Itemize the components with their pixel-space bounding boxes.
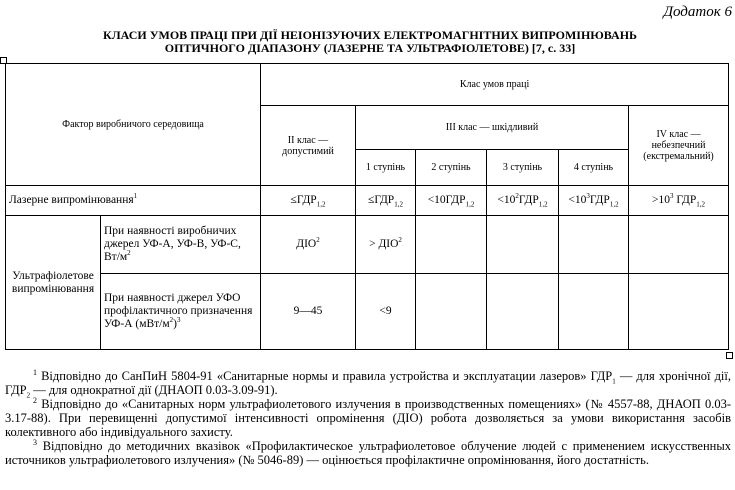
- footnote-1-text3: — для однократної дії (ДНАОП 0.03-3.09-91).: [30, 383, 278, 397]
- laser-degree4-value: <10: [568, 194, 587, 206]
- uv-row1-label-sup: 2: [127, 249, 131, 258]
- uv-label: Ультрафіолетове випромінювання: [6, 216, 101, 350]
- degree-3-header: 3 ступінь: [487, 150, 559, 186]
- uv-row2-degree3: [487, 274, 559, 350]
- uv-row2-footnote-mark: 3: [177, 316, 181, 325]
- factor-header: Фактор виробничого середовища: [6, 64, 261, 186]
- class-4-header: IV клас — небезпечний (екстремальний): [629, 106, 729, 186]
- footnote-1: [5, 367, 731, 400]
- degree-2-header: 2 ступінь: [416, 150, 487, 186]
- laser-degree1: [356, 186, 416, 216]
- conditions-table: [5, 63, 729, 350]
- laser-degree2: [416, 186, 487, 216]
- laser-degree1-sub: 1,2: [394, 200, 403, 209]
- footnote-1-sub2: 2: [26, 391, 31, 400]
- laser-degree4-sub: 1,2: [609, 200, 619, 209]
- uv-row1-class4: [629, 216, 729, 274]
- footnote-2: [5, 397, 731, 439]
- laser-footnote-mark: 1: [133, 192, 138, 201]
- laser-class4-value: >10: [652, 194, 671, 206]
- uv-row1-class2-value: ДІО: [296, 238, 317, 250]
- footnote-2-text: Відповідно до «Санитарных норм ультрафиолетового излучения в производственных помещениях» (№ 4557-88, ДНАОП 0.03-3.17-88). При перевищенні допустимої інтенсивності опромінення (ДІО) робота дозволяється за умови використання засобів колективного або індивідуального захисту.: [5, 397, 732, 439]
- laser-label: Лазерне випромінювання: [9, 194, 134, 206]
- laser-degree4: [559, 186, 629, 216]
- laser-label-cell: [6, 186, 261, 216]
- uv-row1-degree2: [416, 216, 487, 274]
- uv-row1-degree1-sup: 2: [398, 236, 402, 245]
- title-line-1: КЛАСИ УМОВ ПРАЦІ ПРИ ДІЇ НЕІОНІЗУЮЧИХ ЕЛЕКТРОМАГНІТНИХ ВИПРОМІНЮВАНЬ: [103, 28, 637, 42]
- laser-degree2-value: <10ГДР: [427, 194, 466, 206]
- addendum-label: Додаток 6: [663, 4, 732, 20]
- footnote-3: [5, 439, 731, 467]
- uv-row1-label: [101, 216, 261, 274]
- footnote-1-text: Відповідно до СанПиН 5804-91 «Санитарные нормы и правила устройства и эксплуатации лазеров» ГДР: [41, 369, 613, 383]
- class-3-header: III клас — шкідливий: [356, 106, 629, 150]
- uv-row1-degree1-value: > ДІО: [369, 238, 399, 250]
- footnote-3-number: 3: [33, 437, 37, 447]
- uv-row1-degree1: [356, 216, 416, 274]
- laser-class4-exp: 3: [670, 192, 674, 201]
- laser-class2-value: ≤ГДР: [290, 194, 317, 206]
- uv-row2-label-end: ): [173, 318, 178, 330]
- uv-row2-class2: 9—45: [261, 274, 356, 350]
- classes-header: Клас умов праці: [261, 64, 729, 106]
- laser-degree3-exp: 2: [515, 192, 519, 201]
- uv-row2-degree4: [559, 274, 629, 350]
- footnotes: [5, 369, 731, 467]
- laser-degree4-exp: 3: [586, 192, 590, 201]
- laser-degree3-unit: ГДР: [518, 194, 539, 206]
- uv-row1-degree3: [487, 216, 559, 274]
- degree-4-header: 4 ступінь: [559, 150, 629, 186]
- laser-degree4-unit: ГДР: [589, 194, 610, 206]
- degree-1-header: 1 ступінь: [356, 150, 416, 186]
- laser-class4: [629, 186, 729, 216]
- uv-row1-label-text: При наявності виробничих джерел УФ-А, УФ-В, УФ-С, Вт/м: [104, 225, 241, 263]
- laser-degree2-sub: 1,2: [465, 200, 475, 209]
- footnote-1-number: 1: [33, 367, 37, 377]
- laser-class2-sub: 1,2: [316, 200, 326, 209]
- laser-degree3-sub: 1,2: [538, 200, 548, 209]
- uv-row2-label-text: При наявності джерел УФО профілактичного призначення УФ-А (мВт/м: [104, 292, 253, 330]
- laser-class4-unit: ГДР: [673, 194, 697, 206]
- uv-row2-label-sup: 2: [169, 316, 174, 325]
- footnote-1-sub1: 1: [612, 377, 616, 386]
- footnote-2-number: 2: [33, 395, 37, 405]
- uv-row2-degree2: [416, 274, 487, 350]
- uv-row2-degree1: <9: [356, 274, 416, 350]
- uv-row2-class4: [629, 274, 729, 350]
- uv-row1-degree4: [559, 216, 629, 274]
- uv-row2-label: [101, 274, 261, 350]
- document-title: [40, 29, 700, 55]
- laser-degree3-value: <10: [497, 194, 516, 206]
- laser-degree3: [487, 186, 559, 216]
- class-2-header: II клас — допустимий: [261, 106, 356, 186]
- laser-degree1-value: ≤ГДР: [368, 194, 395, 206]
- uv-row1-class2: [261, 216, 356, 274]
- table-resize-handle[interactable]: [726, 352, 733, 359]
- laser-class2: [261, 186, 356, 216]
- footnote-1-text2: — для хронічної дії, ГДР: [5, 369, 731, 397]
- uv-row1-class2-sup: 2: [316, 236, 320, 245]
- footnote-3-text: Відповідно до методичних вказівок «Профилактическое ультрафиолетовое облучение людей с применением искусственных источников ультрафиолетового излучения» (№ 5046-89) — оцінюється профілактичне опромінювання, його достатність.: [5, 439, 731, 467]
- laser-class4-sub: 1,2: [696, 200, 706, 209]
- title-line-2: ОПТИЧНОГО ДІАПАЗОНУ (ЛАЗЕРНЕ ТА УЛЬТРАФІОЛЕТОВЕ) [7, с. 33]: [164, 41, 576, 55]
